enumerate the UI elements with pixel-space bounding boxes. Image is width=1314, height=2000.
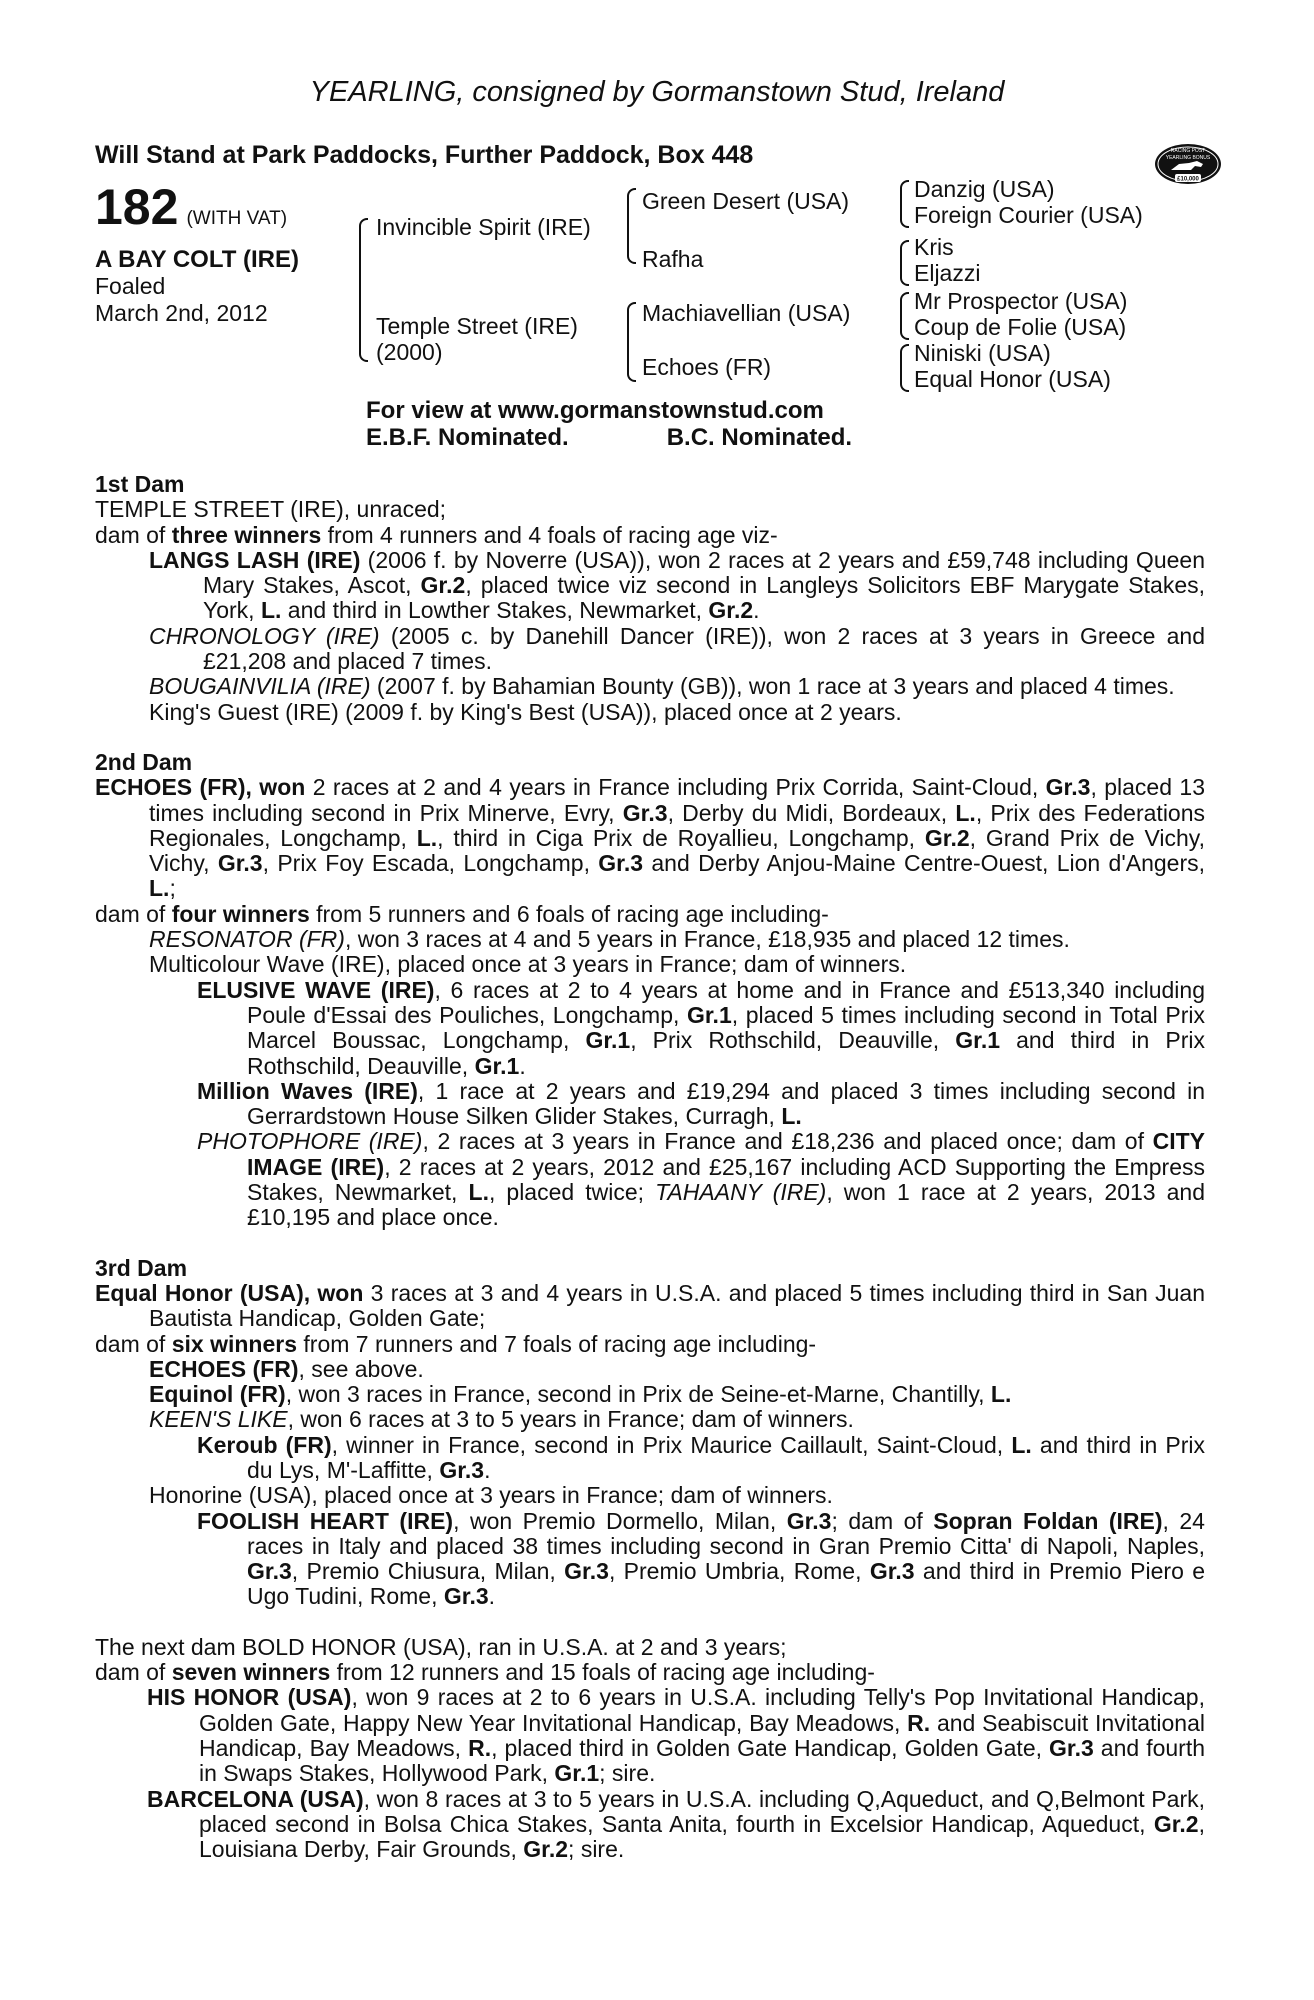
dam1-summary: dam of three winners from 4 runners and 4 foals of racing age viz- (95, 521, 778, 548)
pedigree-sire: Invincible Spirit (IRE) (376, 214, 591, 240)
next-entry-barcelona: BARCELONA (USA), won 8 races at 3 to 5 years in U.S.A. including Q,Aqueduct, and Q,Belmont Park, placed second in Bolsa Chica Stakes, Santa Anita, fourth in Excelsior Handicap, Aqueduct, Gr.2, Louisiana Derby, Fair Grounds, Gr.2; sire. (147, 1785, 1205, 1863)
ggs-bracket-4 (900, 344, 909, 392)
stand-location: Will Stand at Park Paddocks, Further Paddock, Box 448 (95, 141, 754, 169)
bc-note: B.C. Nominated. (666, 424, 853, 451)
dam1-entry-kings-guest: King's Guest (IRE) (2009 f. by King's Best (USA)), placed once at 2 years. (149, 698, 902, 725)
catalogue-header: YEARLING, consigned by Gormanstown Stud, Ireland (309, 76, 1005, 108)
pedigree-ggs4: Eljazzi (914, 260, 981, 286)
ebf-note: E.B.F. Nominated. (366, 424, 569, 451)
pedigree-ggs2: Foreign Courier (USA) (914, 202, 1143, 228)
foaled-label: Foaled (95, 273, 166, 299)
dam2-entry-million-waves: Million Waves (IRE), 1 race at 2 years and £19,294 and placed 3 times including second in Gerrardstown House Silken Glider Stakes, Curragh, L. (197, 1077, 1205, 1130)
badge-mid-text: YEARLING BONUS (1165, 155, 1211, 161)
pedigree-dam-year: (2000) (376, 339, 443, 365)
dam-parents-bracket (627, 302, 636, 382)
pedigree-ggs6: Coup de Folie (USA) (914, 314, 1127, 340)
dam2-entry-photophore: PHOTOPHORE (IRE), 2 races at 3 years in France and £18,236 and placed once; dam of CITY IMAGE (IRE), 2 races at 2 years, 2012 and £25,167 including ACD Supporting the Empress Stakes, Newmarket, L., placed twice; TAHAANY (IRE), won 1 race at 2 years, 2013 and £10,195 and place once. (197, 1128, 1206, 1231)
pedigree-ggs3: Kris (914, 234, 954, 260)
view-link: For view at www.gormanstownstud.com (366, 397, 824, 424)
lot-number-block (95, 178, 287, 236)
dam3-entry-echoes: ECHOES (FR), see above. (149, 1355, 424, 1382)
dam3-entry-keroub: Keroub (FR), winner in France, second in Prix Maurice Caillault, Saint-Cloud, L. and third in Prix du Lys, M'-Laffitte, Gr.3. (197, 1431, 1205, 1483)
dam1-entry-langs-lash: LANGS LASH (IRE) (2006 f. by Noverre (USA)), won 2 races at 2 years and £59,748 including Queen Mary Stakes, Ascot, Gr.2, placed twice viz second in Langleys Solicitors EBF Marygate Stakes, York, L. and third in Lowther Stakes, Newmarket, Gr.2. (149, 546, 1205, 624)
dam1-entry-bougainvilia: BOUGAINVILIA (IRE) (2007 f. by Bahamian Bounty (GB)), won 1 race at 3 years and placed 4 times. (149, 673, 1175, 700)
dam3-heading: 3rd Dam (95, 1254, 188, 1281)
yearling-bonus-badge (1153, 132, 1223, 202)
dam1-intro: TEMPLE STREET (IRE), unraced; (95, 496, 447, 523)
dam3-entry-equinol: Equinol (FR), won 3 races in France, second in Prix de Seine-et-Marne, Chantilly, L. (149, 1381, 1012, 1408)
lot-info (95, 246, 299, 327)
ggs-bracket-1 (900, 180, 909, 228)
dam1-entry-chronology: CHRONOLOGY (IRE) (2005 c. by Danehill Dancer (IRE)), won 2 races at 3 years in Greece and £21,208 and placed 7 times. (149, 622, 1205, 675)
vat-note: (WITH VAT) (186, 208, 288, 229)
dam3-entry-keens-like: KEEN'S LIKE, won 6 races at 3 to 5 years in France; dam of winners. (149, 1406, 854, 1433)
badge-top-text: RACING POST (1170, 148, 1206, 154)
sire-dam-bracket (359, 218, 368, 362)
pedigree-ggs5: Mr Prospector (USA) (914, 288, 1128, 314)
dam2-record: ECHOES (FR), won 2 races at 2 and 4 years in France including Prix Corrida, Saint-Cloud, Gr.3, placed 13 times including second in Prix Minerve, Evry, Gr.3, Derby du Midi, Bordeaux, L., Prix des Federations Regionales, Longchamp, L., third in Ciga Prix de Royallieu, Longchamp, Gr.2, Grand Prix de Vichy, Vichy, Gr.3, Prix Foy Escada, Longchamp, Gr.3 and Derby Anjou-Maine Centre-Ouest, Lion d'Angers, L.; (95, 774, 1206, 902)
dam2-entry-multicolour-wave: Multicolour Wave (IRE), placed once at 3 years in France; dam of winners. (149, 951, 907, 978)
lot-number: 182 (95, 179, 179, 235)
next-dam-summary: dam of seven winners from 12 runners and 15 foals of racing age including- (95, 1659, 875, 1686)
ggs-bracket-2 (900, 240, 909, 286)
pedigree-gs2: Rafha (642, 246, 704, 272)
dam2-heading: 2nd Dam (95, 748, 193, 775)
dam1-heading: 1st Dam (95, 471, 185, 497)
dam3-entry-foolish-heart: FOOLISH HEART (IRE), won Premio Dormello, Milan, Gr.3; dam of Sopran Foldan (IRE), 24 races in Italy and placed 38 times including second in Gran Premio Citta' di Napoli, Naples, Gr.3, Premio Chiusura, Milan, Gr.3, Premio Umbria, Rome, Gr.3 and third in Premio Piero e Ugo Tudini, Rome, Gr.3. (197, 1507, 1205, 1610)
badge-amount: £10,000 (1177, 176, 1199, 183)
pedigree-ggs1: Danzig (USA) (914, 176, 1055, 202)
nomination-notes (366, 397, 852, 451)
dam2-entry-resonator: RESONATOR (FR), won 3 races at 4 and 5 years in France, £18,935 and placed 12 times. (149, 926, 1070, 953)
lot-description: A BAY COLT (IRE) (95, 246, 300, 273)
sire-parents-bracket (627, 188, 636, 264)
pedigree-ggs7: Niniski (USA) (914, 340, 1051, 366)
pedigree-ggs8: Equal Honor (USA) (914, 366, 1111, 392)
pedigree-dam: Temple Street (IRE) (376, 313, 578, 339)
next-entry-his-honor: HIS HONOR (USA), won 9 races at 2 to 6 years in U.S.A. including Telly's Pop Invitational Handicap, Golden Gate, Happy New Year Invitational Handicap, Bay Meadows, R. and Seabiscuit Invitational Handicap, Bay Meadows, R., placed third in Golden Gate Handicap, Golden Gate, Gr.3 and fourth in Swaps Stakes, Hollywood Park, Gr.1; sire. (147, 1684, 1206, 1787)
dam3-summary: dam of six winners from 7 runners and 7 foals of racing age including- (95, 1330, 817, 1357)
pedigree-gs4: Echoes (FR) (642, 354, 772, 380)
next-dam-intro: The next dam BOLD HONOR (USA), ran in U.S.A. at 2 and 3 years; (95, 1633, 787, 1660)
foaled-date: March 2nd, 2012 (95, 300, 268, 326)
dam3-entry-honorine: Honorine (USA), placed once at 3 years in France; dam of winners. (149, 1482, 833, 1509)
ggs-bracket-3 (900, 292, 909, 340)
dam2-summary: dam of four winners from 5 runners and 6 foals of racing age including- (95, 900, 829, 927)
family-body (95, 472, 1205, 1862)
dam2-entry-elusive-wave: ELUSIVE WAVE (IRE), 6 races at 2 to 4 years at home and in France and £513,340 including Poule d'Essai des Pouliches, Longchamp, Gr.1, placed 5 times including second in Total Prix Marcel Boussac, Longchamp, Gr.1, Prix Rothschild, Deauville, Gr.1 and third in Prix Rothschild, Deauville, Gr.1. (197, 976, 1205, 1079)
pedigree-gs1: Green Desert (USA) (642, 188, 850, 214)
pedigree-gs3: Machiavellian (USA) (642, 300, 851, 326)
dam3-record: Equal Honor (USA), won 3 races at 3 and 4 years in U.S.A. and placed 5 times including third in San Juan Bautista Handicap, Golden Gate; (95, 1279, 1205, 1332)
